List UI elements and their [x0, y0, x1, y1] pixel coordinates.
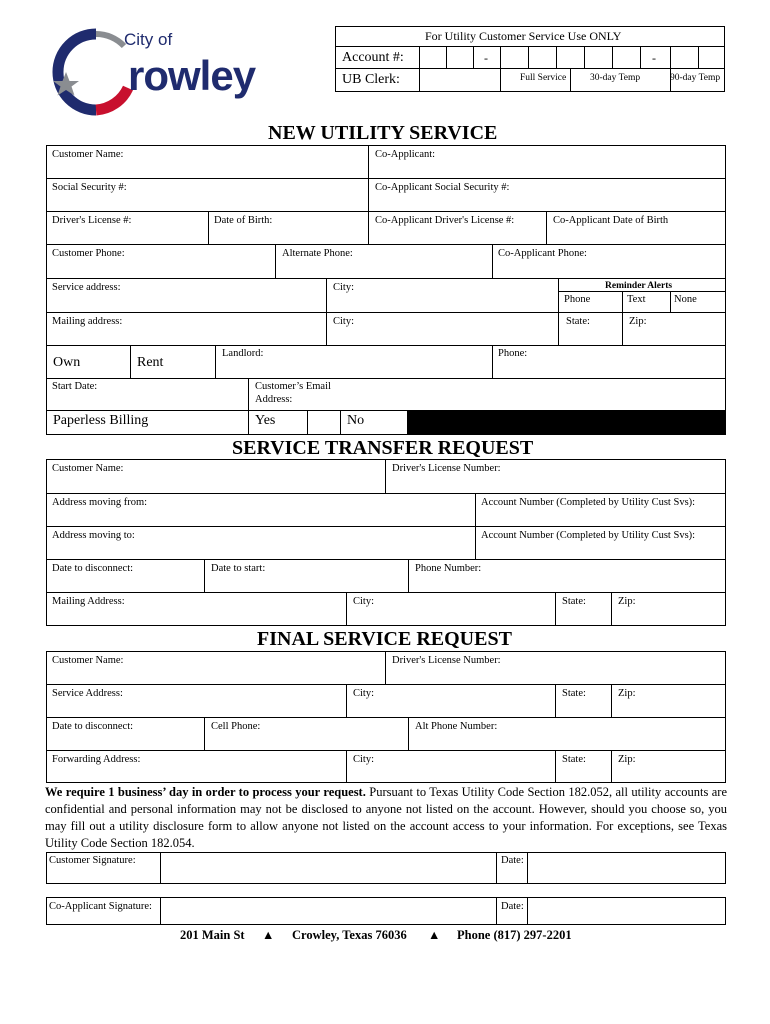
service-address-label: Service address:: [52, 282, 121, 293]
landlord-phone-field[interactable]: [493, 361, 725, 377]
mailing-address-label: Mailing address:: [52, 316, 123, 327]
landlord-phone-label: Phone:: [498, 348, 528, 359]
final-cell-phone-label: Cell Phone:: [211, 721, 261, 732]
paperless-billing-label: Paperless Billing: [53, 413, 149, 428]
co-date-of-birth-label: Co-Applicant Date of Birth: [553, 215, 669, 226]
moving-to-field[interactable]: [47, 543, 474, 558]
forwarding-city-label: City:: [353, 754, 375, 765]
co-applicant-signature-date-field[interactable]: [528, 898, 725, 924]
customer-signature-date-field[interactable]: [528, 853, 725, 883]
alternate-phone-label: Alternate Phone:: [282, 248, 353, 259]
final-customer-name-label: Customer Name:: [52, 655, 124, 666]
final-disconnect-field[interactable]: [47, 734, 203, 749]
city-logo: [44, 26, 256, 118]
co-applicant-phone-label: Co-Applicant Phone:: [498, 248, 587, 259]
drivers-license-label: Driver's License #:: [52, 215, 132, 226]
account-dash-2: -: [652, 51, 656, 65]
mailing-zip-label: Zip:: [629, 316, 647, 327]
final-service-address-field[interactable]: [47, 701, 345, 716]
account-number-field[interactable]: [420, 47, 670, 67]
co-applicant-phone-field[interactable]: [493, 261, 725, 277]
final-state-label: State:: [562, 688, 586, 699]
paperless-yes-option[interactable]: Yes: [255, 413, 276, 428]
privacy-notice-bold: We require 1 business’ day in order to process your request.: [45, 785, 366, 799]
transfer-customer-name-field[interactable]: [47, 476, 384, 492]
transfer-state-label: State:: [562, 596, 586, 607]
final-zip-field[interactable]: [612, 701, 725, 716]
transfer-mailing-field[interactable]: [47, 609, 345, 625]
full-service-option[interactable]: Full Service: [520, 73, 567, 83]
account-dash-1: -: [484, 51, 488, 65]
final-service-address-label: Service Address:: [52, 688, 123, 699]
blackout-area: [407, 410, 726, 435]
transfer-zip-label: Zip:: [618, 596, 636, 607]
transfer-phone-field[interactable]: [409, 576, 725, 591]
logo-crowley: rowley: [128, 52, 256, 99]
final-cell-phone-field[interactable]: [205, 734, 407, 749]
reminder-alerts-label: Reminder Alerts: [605, 281, 673, 291]
service-city-label: City:: [333, 282, 355, 293]
landlord-field[interactable]: [216, 361, 491, 377]
transfer-city-field[interactable]: [347, 609, 554, 625]
ssn-label: Social Security #:: [52, 182, 127, 193]
mailing-address-field[interactable]: [47, 329, 325, 344]
mailing-state-label: State:: [566, 316, 590, 327]
new-utility-service-title: NEW UTILITY SERVICE: [268, 122, 498, 144]
co-ssn-label: Co-Applicant Social Security #:: [375, 182, 510, 193]
footer-phone: Phone (817) 297-2201: [457, 928, 572, 942]
footer-address: 201 Main St: [180, 928, 245, 942]
footer-city: Crowley, Texas 76036: [292, 928, 407, 942]
forwarding-zip-field[interactable]: [612, 767, 725, 782]
temp-90-day-option[interactable]: 90-day Temp: [670, 73, 721, 83]
final-dl-field[interactable]: [386, 668, 725, 683]
co-drivers-license-field[interactable]: [369, 228, 545, 243]
co-applicant-signature-date-label: Date:: [501, 901, 524, 912]
transfer-dl-label: Driver's License Number:: [392, 463, 501, 474]
own-option[interactable]: Own: [53, 355, 81, 370]
moving-from-field[interactable]: [47, 510, 474, 525]
forwarding-state-field[interactable]: [556, 767, 610, 782]
co-drivers-license-label: Co-Applicant Driver's License #:: [375, 215, 515, 226]
transfer-disconnect-label: Date to disconnect:: [52, 563, 134, 574]
mailing-city-field[interactable]: [327, 329, 557, 344]
moving-from-label: Address moving from:: [52, 497, 148, 508]
reminder-none-option[interactable]: None: [674, 294, 697, 305]
final-alt-phone-field[interactable]: [409, 734, 725, 749]
ssn-field[interactable]: [47, 195, 367, 210]
customer-signature-field[interactable]: [161, 853, 495, 883]
rent-option[interactable]: Rent: [137, 355, 164, 370]
customer-name-field[interactable]: [47, 162, 367, 177]
co-applicant-signature-label: Co-Applicant Signature:: [49, 901, 152, 912]
final-zip-label: Zip:: [618, 688, 636, 699]
email-label-line1: Customer’s Email: [255, 381, 331, 392]
co-applicant-field[interactable]: [369, 162, 725, 177]
customer-signature-label: Customer Signature:: [49, 855, 136, 866]
final-city-label: City:: [353, 688, 375, 699]
mailing-zip-field[interactable]: [623, 329, 725, 344]
final-alt-phone-label: Alt Phone Number:: [415, 721, 498, 732]
forwarding-address-label: Forwarding Address:: [52, 754, 141, 765]
final-customer-name-field[interactable]: [47, 668, 384, 683]
email-field[interactable]: [340, 380, 725, 409]
transfer-mailing-label: Mailing Address:: [52, 596, 125, 607]
co-applicant-signature-field[interactable]: [161, 898, 495, 924]
paperless-no-option[interactable]: No: [347, 413, 365, 428]
transfer-start-field[interactable]: [205, 576, 407, 591]
transfer-zip-field[interactable]: [612, 609, 725, 625]
account-number-from-label: Account Number (Completed by Utility Cust Svs):: [481, 497, 696, 508]
final-disconnect-label: Date to disconnect:: [52, 721, 134, 732]
start-date-label: Start Date:: [52, 381, 98, 392]
transfer-phone-label: Phone Number:: [415, 563, 482, 574]
final-service-title: FINAL SERVICE REQUEST: [257, 628, 512, 650]
utility-use-header: For Utility Customer Service Use ONLY: [425, 29, 622, 43]
customer-name-label: Customer Name:: [52, 149, 124, 160]
customer-signature-date-label: Date:: [501, 855, 524, 866]
mailing-city-label: City:: [333, 316, 355, 327]
ub-clerk-label: UB Clerk:: [342, 72, 400, 87]
customer-phone-field[interactable]: [47, 261, 274, 277]
moving-to-label: Address moving to:: [52, 530, 135, 541]
footer-separator-icon: ▲: [428, 928, 441, 942]
date-of-birth-label: Date of Birth:: [214, 215, 273, 226]
co-applicant-label: Co-Applicant:: [375, 149, 436, 160]
forwarding-state-label: State:: [562, 754, 586, 765]
privacy-notice-text: Pursuant to Texas Utility Code Section 182.052, all utility accounts are confidential and personal information may not be disclosed to anyone not listed on the account. However, should you choose so, you may fill out a utility disclosure form to allow anyone not listed on the account access to your information. For exceptions, see Texas Utility Code Section 182.054.: [45, 785, 727, 850]
alternate-phone-field[interactable]: [276, 261, 491, 277]
reminder-text-option[interactable]: Text: [627, 294, 646, 305]
forwarding-city-field[interactable]: [347, 767, 554, 782]
date-of-birth-field[interactable]: [209, 228, 367, 243]
temp-30-day-option[interactable]: 30-day Temp: [590, 73, 641, 83]
forwarding-address-field[interactable]: [47, 767, 345, 782]
service-city-field[interactable]: [327, 295, 557, 311]
transfer-disconnect-field[interactable]: [47, 576, 203, 591]
co-date-of-birth-field[interactable]: [547, 228, 725, 243]
reminder-phone-option[interactable]: Phone: [564, 294, 591, 305]
transfer-city-label: City:: [353, 596, 375, 607]
co-ssn-field[interactable]: [369, 195, 725, 210]
service-transfer-title: SERVICE TRANSFER REQUEST: [232, 437, 534, 459]
forwarding-zip-label: Zip:: [618, 754, 636, 765]
account-label: Account #:: [342, 50, 404, 65]
transfer-state-field[interactable]: [556, 609, 610, 625]
transfer-start-label: Date to start:: [211, 563, 266, 574]
mailing-state-field[interactable]: [559, 329, 621, 344]
service-address-field[interactable]: [47, 295, 325, 311]
transfer-customer-name-label: Customer Name:: [52, 463, 124, 474]
footer-separator-icon: ▲: [262, 928, 275, 942]
final-dl-label: Driver's License Number:: [392, 655, 501, 666]
email-label-line2: Address:: [255, 394, 293, 405]
drivers-license-field[interactable]: [47, 228, 207, 243]
transfer-dl-field[interactable]: [386, 476, 725, 492]
customer-phone-label: Customer Phone:: [52, 248, 125, 259]
logo-city-of: City of: [124, 30, 173, 49]
ub-clerk-field[interactable]: [420, 69, 500, 91]
privacy-notice: [45, 784, 727, 852]
start-date-field[interactable]: [47, 394, 247, 409]
final-state-field[interactable]: [556, 701, 610, 716]
final-city-field[interactable]: [347, 701, 554, 716]
landlord-label: Landlord:: [222, 348, 264, 359]
account-number-to-label: Account Number (Completed by Utility Cust Svs):: [481, 530, 696, 541]
